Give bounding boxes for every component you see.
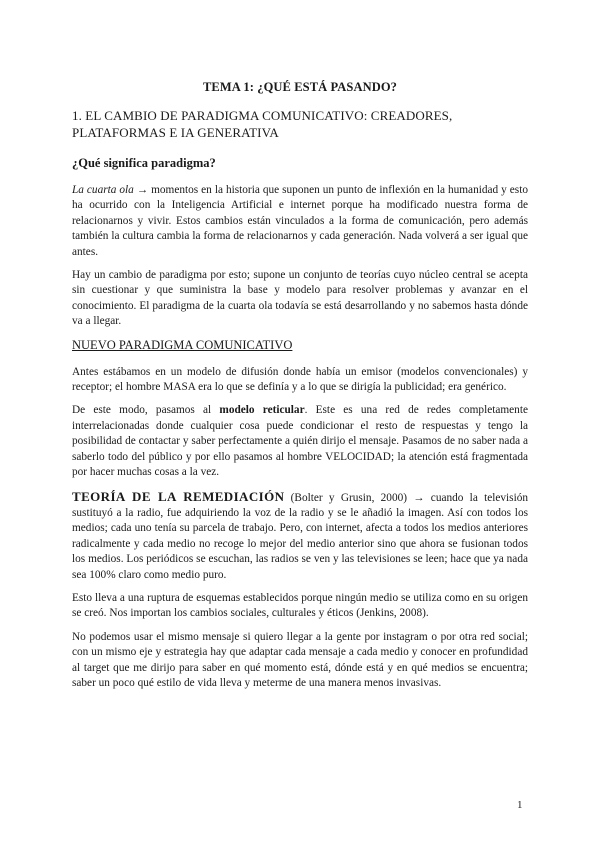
paragraph-2: Hay un cambio de paradigma por esto; supone un conjunto de teorías cuyo núcleo central se acepta sin cuestionar y que suministra la base y modelo para resolver problemas y avanzar en el conocimiento. El paradigma de la cuarta ola todavía se está desarrollando y no sabemos hasta dónde va a llegar. <box>72 269 528 328</box>
paragraph-1-lead: La cuarta ola <box>72 184 134 196</box>
paragraph-5-text: (Bolter y Grusin, 2000) → cuando la televisión sustituyó a la radio, fue adquiriendo la voz de la radio y se le añadió la imagen. Así con todos los medios; cada uno tenía su parcela de trabajo. Pero, con internet, afecta a todos los medios anteriores radicalmente y cada medio no recoge lo mejor del medio anterior sino que ahora se fusionan todos los medios. Los periódicos se escuchan, las radios se ven y las televisiones se leen; hace que ya nada sea 100% claro como medio puro. <box>72 491 529 581</box>
underlined-heading: NUEVO PARADIGMA COMUNICATIVO <box>72 337 293 352</box>
paragraph-1-text: → momentos en la historia que suponen un punto de inflexión en la humanidad y esto ha ocurrido con la Inteligencia Artificial e internet porque ha modificado nuestra forma de relacionarnos y vivir. Estos cambios están vinculados a la forma de comunicación, pero además también la cultura cambia la forma de relacionarnos y cada generación. Nada volverá a ser igual que antes. <box>72 184 528 258</box>
paragraph-5-bold: TEORÍA DE LA REMEDIACIÓN <box>72 488 285 504</box>
page-content <box>72 80 528 699</box>
paragraph-5 <box>72 489 528 583</box>
paragraph-3: Antes estábamos en un modelo de difusión donde había un emisor (modelos convencionales) y receptor; el hombre MASA era lo que se definía y a lo que se dirigía la publicidad; era genérico. <box>72 365 528 394</box>
paragraph-7: No podemos usar el mismo mensaje si quiero llegar a la gente por instagram o por otra red social; con un mismo eje y estrategia hay que adaptar cada mensaje a cada medio y conocer en profundidad al target que me dirijo para saber en qué momento está, dónde está y en qué medios se encuentra; saber un poco qué estilo de vida lleva y meterme de una manera menos invasivas. <box>72 630 528 689</box>
paragraph-4-before: De este modo, pasamos al <box>72 404 220 417</box>
section-heading: 1. EL CAMBIO DE PARADIGMA COMUNICATIVO: CREADORES, PLATAFORMAS E IA GENERATIVA <box>72 108 453 140</box>
paragraph-4-bold: modelo reticular <box>219 404 305 417</box>
paragraph-6: Esto lleva a una ruptura de esquemas establecidos porque ningún medio se utiliza como en su origen se creó. Nos importan los cambios sociales, culturales y éticos (Jenkins, 2008). <box>72 591 528 620</box>
paragraph-1 <box>72 183 528 260</box>
paragraph-4 <box>72 403 528 480</box>
page-title: TEMA 1: ¿QUÉ ESTÁ PASANDO? <box>202 80 398 94</box>
paragraph-4-after: . Este es una red de redes completamente interrelacionadas donde cualquier cosa puede condicionar el resto de respuestas y tengo la posibilidad de contactar y saber perfectamente a quién dirijo el mensaje. Pasamos de no saber nada a saberlo todo del público y por ello pasamos al hombre VELOCIDAD; la atención está fragmentada por hacer muchas cosas a la vez. <box>72 404 528 479</box>
page-number: 1 <box>517 799 523 811</box>
subheading: ¿Qué significa paradigma? <box>72 156 216 170</box>
